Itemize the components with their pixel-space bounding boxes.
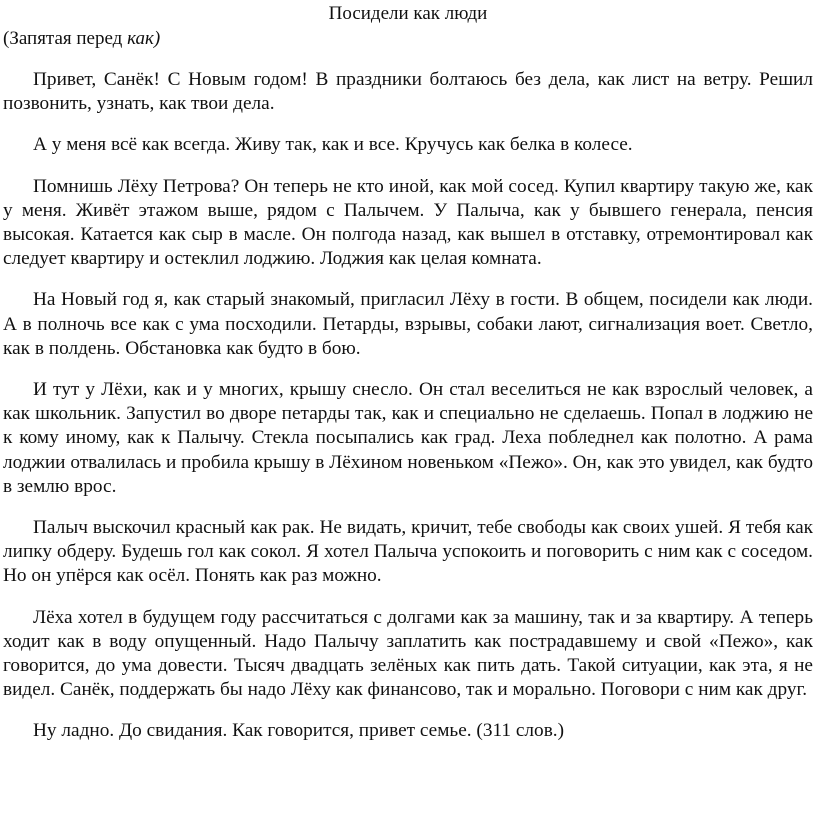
paragraph-4: На Новый год я, как старый знакомый, пригласил Лёху в гости. В общем, посидели как люди. А в полночь все как с ума посходили. Петарды, взрывы, собаки лают, сигнализация воет. Светло, как в полдень. Обстановка как будто в бою. — [3, 289, 813, 359]
paragraph-3: Помнишь Лёху Петрова? Он теперь не кто иной, как мой сосед. Купил квартиру такую же, как у меня. Живёт этажом выше, рядом с Палычем. У Палыча, как у бывшего генерала, пенсия высокая. Катается как сыр в масле. Он полгода назад, как вышел в отставку, отремонтировал как следует квартиру и остеклил лоджию. Лоджия как целая комната. — [3, 175, 813, 270]
paragraph-7: Лёха хотел в будущем году рассчитаться с долгами как за машину, так и за квартиру. А теперь ходит как в воду опущенный. Надо Палычу заплатить как пострадавшему и свой «Пежо», как говорится, до ума довести. Тысяч двадцать зелёных как пить дать. Такой ситуации, как эта, я не видел. Санёк, поддержать бы надо Лёху как финансово, так и морально. Поговори с ним как друг. — [3, 606, 813, 701]
subtitle-emphasis: как) — [127, 28, 161, 49]
paragraph-8: Ну ладно. До свидания. Как говорится, привет семье. (311 слов.) — [33, 720, 565, 742]
document-subtitle — [3, 28, 813, 50]
paragraph-5: И тут у Лёхи, как и у многих, крышу снесло. Он стал веселиться не как взрослый человек, а как школьник. Запустил во дворе петарды так, как и специально не сделаешь. Попал в лоджию не к кому иному, как к Палычу. Стекла посыпались как град. Леха побледнел как полотно. А рама лоджии отвалилась и пробила крышу в Лёхином новеньком «Пежо». Он, как это увидел, как будто в землю врос. — [3, 379, 813, 497]
document-title: Посидели как люди — [328, 3, 488, 24]
paragraph-2: А у меня всё как всегда. Живу так, как и все. Кручусь как белка в колесе. — [33, 134, 633, 156]
paragraph-1: Привет, Санёк! С Новым годом! В праздники болтаюсь без дела, как лист на ветру. Решил позвонить, узнать, как твои дела. — [3, 69, 813, 115]
subtitle-prefix: (Запятая перед — [3, 28, 128, 49]
paragraph-6: Палыч выскочил красный как рак. Не видать, кричит, тебе свободы как своих ушей. Я тебя как липку обдеру. Будешь гол как сокол. Я хотел Палыча успокоить и поговорить с ним как с соседом. Но он упёрся как осёл. Понять как раз можно. — [3, 517, 813, 587]
